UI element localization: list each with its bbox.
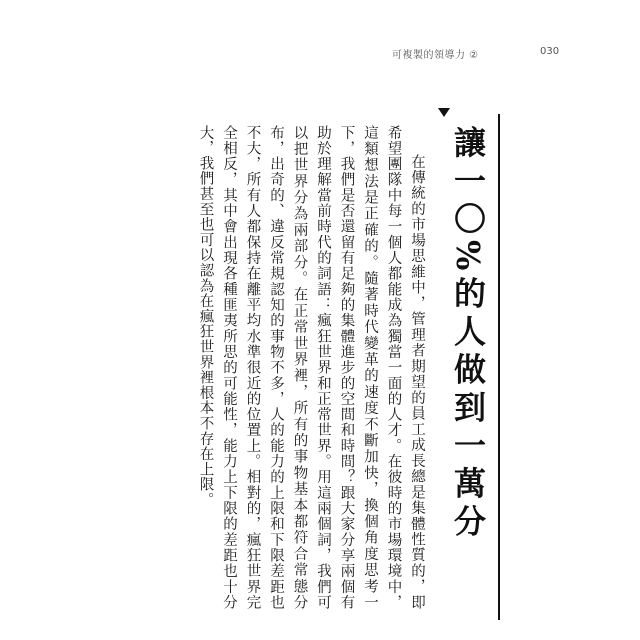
running-header: 可複製的領導力 ② — [392, 50, 479, 61]
body-text — [168, 125, 428, 610]
chapter-title-block — [438, 108, 502, 620]
body-paragraph: 在傳統的市場思維中，管理者期望的員工成長總是集體性質的，即希望團隊中每一個人都能成為獨當一面的人才。在彼時的市場環境中，這類想法是正確的。隨著時代變革的速度不斷加快，換個角度思考一下，我們是否還留有足夠的集體進步的空間和時間？跟大家分享兩個有助於理解當前時代的詞語：瘋狂世界和正常世界。用這兩個詞，我們可以把世界分為兩部分。在正常世界裡，所有的事物基本都符合常態分布，出奇的、違反常規認知的事物不多，人的能力的上限和下限差距也不大，所有人都保持在離平均水準很近的位置上。相對的，瘋狂世界完全相反，其中會出現各種匪夷所思的可能性，能力上下限的差距也十分大，我們甚至也可以認為在瘋狂世界裡根本不存在上限。 — [197, 125, 425, 610]
chapter-title: 讓一〇%的人做到一萬分 — [449, 126, 487, 543]
triangle-marker-icon — [438, 108, 450, 117]
page-number: 030 — [540, 46, 560, 57]
title-rule — [498, 114, 500, 620]
